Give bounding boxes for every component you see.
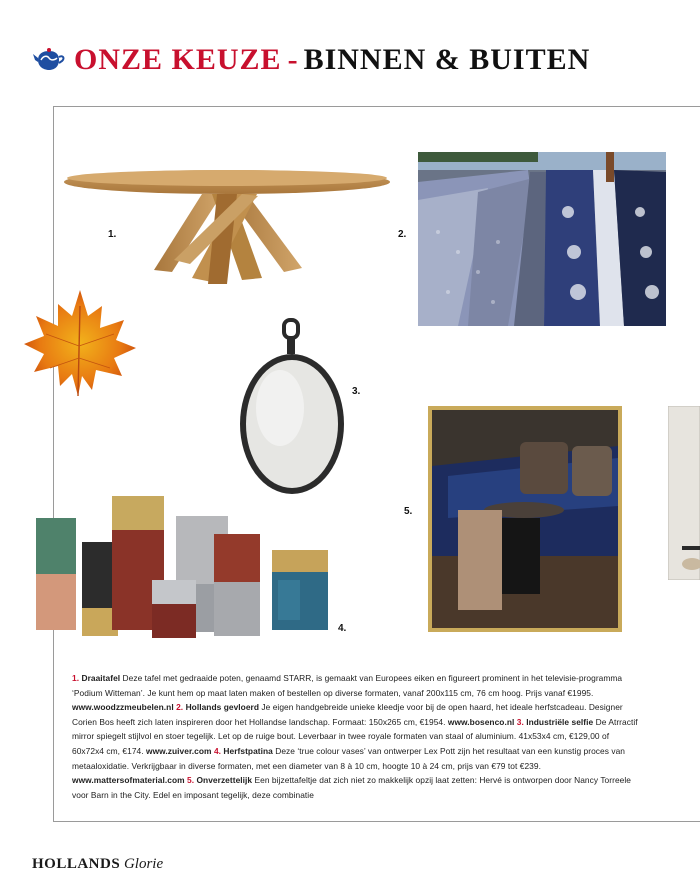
page-footer — [32, 856, 163, 873]
footer-brand-script: Glorie — [123, 856, 164, 872]
item-number-2: 2. — [398, 229, 407, 240]
caption-desc-1: Deze tafel met gedraaide poten, genaamd STARR, is gemaakt van Europees eiken en figureert prominent in het televisie-programma ‘Podium Witteman’. Je kunt hem op maat laten maken of bestellen op diverse formaten, vanaf 200x115 cm, 76 cm hoog. Prijs vanaf €1995. — [72, 673, 623, 698]
maple-leaf-icon — [20, 286, 140, 410]
caption-title-5: Onverzettelijk — [194, 775, 253, 786]
mirror-image — [236, 318, 348, 498]
item-number-3: 3. — [352, 386, 361, 397]
caption-title-2: Hollands gevloerd — [183, 702, 260, 713]
caption-number-1: 1. — [72, 673, 80, 683]
caption-desc-5: Een bijzettafeltje dat zich niet zo makkelijk opzij laat zetten: Hervé is ontworpen door Nancy Torreele voor Barn in the City. Edel en imposant tegelijk, deze combinatie — [72, 775, 631, 800]
item-number-1: 1. — [108, 229, 117, 240]
caption-text — [72, 671, 642, 802]
caption-desc-2: Je eigen handgebreide unieke kleedje voor bij de open haard, het ideale herfstcadeau. Designer Corien Bos heeft zich laten inspireren door het Hollandse landschap. Formaat: 150x265 cm, €1954. — [72, 702, 623, 727]
caption-title-1: Draaitafel — [81, 673, 121, 683]
item-number-5: 5. — [404, 506, 413, 517]
vases-image — [30, 494, 340, 644]
caption-title-4: Herfstpatina — [221, 745, 273, 756]
caption-desc-3: De Atrractif mirror spiegelt stijlvol en stoer tegelijk. Let op de ruige bout. Leverbaar in twee royale formaten van staal of aluminium. 41x53x4 cm, €129,00 of 60x72x4 cm, €174. — [72, 716, 638, 756]
caption-number-2: 2. — [173, 702, 184, 713]
side-table-image — [428, 406, 622, 632]
caption-url-4: www.mattersofmaterial.com — [72, 775, 185, 786]
caption-number-4: 4. — [211, 745, 222, 756]
caption-desc-4: Deze ‘true colour vases’ van ontwerper Lex Pott zijn het resultaat van een kunstig proces van metaaloxidatie. Verkrijgbaar in diverse formaten, met een diameter van 8 à 10 cm, hoogte 10 à 24 cm, prijs van €79 tot €239. — [72, 745, 626, 771]
rug-image — [418, 152, 666, 326]
footer-brand-bold: HOLLANDS — [32, 856, 121, 872]
caption-url-1: www.woodzzmeubelen.nl — [72, 702, 174, 713]
teapot-logo-icon — [32, 46, 66, 74]
caption-url-2: www.bosenco.nl — [447, 716, 515, 727]
title-separator: - — [287, 43, 298, 76]
caption-number-3: 3. — [514, 716, 524, 727]
caption-number-5: 5. — [184, 775, 195, 786]
caption-title-3: Industriële selfie — [523, 716, 594, 727]
table-image — [62, 160, 392, 285]
page-header — [32, 40, 590, 80]
caption-url-3: www.zuiver.com — [146, 745, 212, 756]
title-red: ONZE KEUZE — [74, 43, 282, 76]
title-black: BINNEN & BUITEN — [303, 43, 591, 76]
partial-photo-image — [668, 406, 700, 580]
item-number-4: 4. — [338, 623, 347, 634]
